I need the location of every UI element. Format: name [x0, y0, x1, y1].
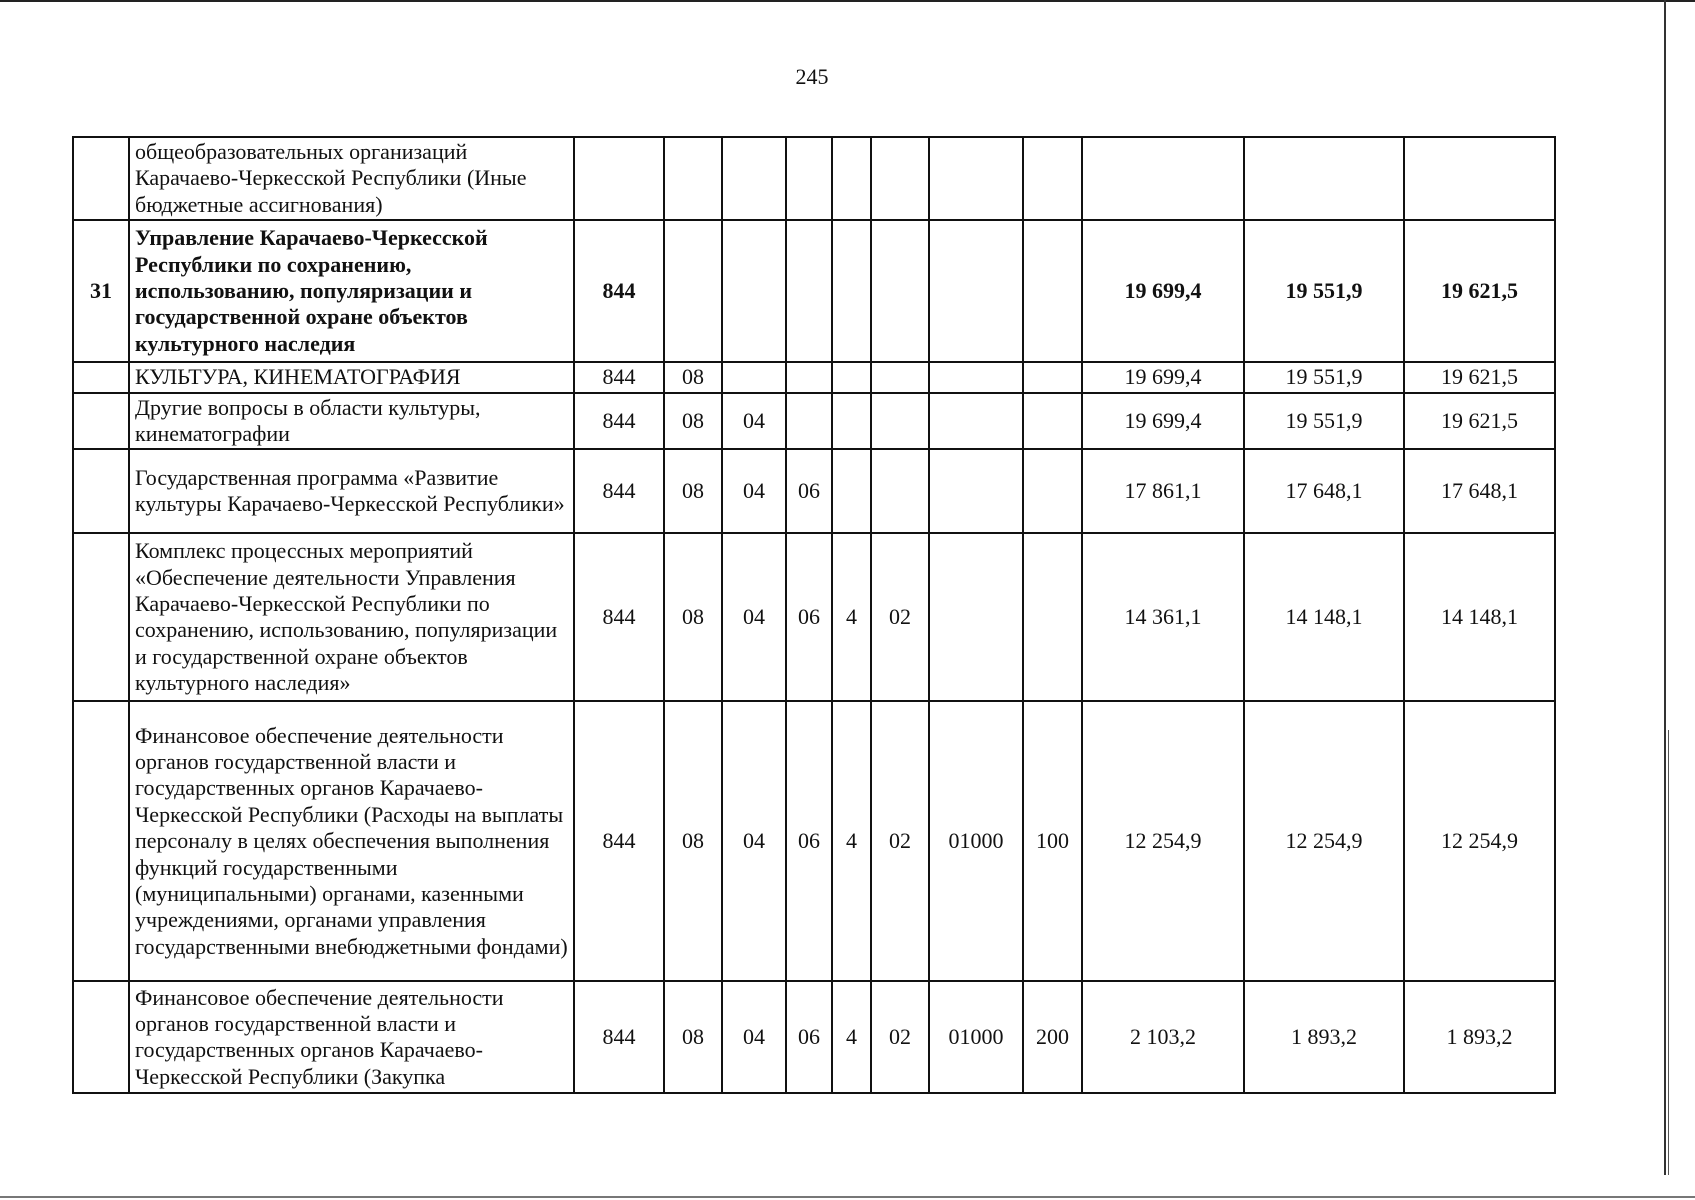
target-article-part4-cell: 01000 — [929, 981, 1023, 1093]
ministry-code-cell: 844 — [574, 981, 664, 1093]
section-code-cell: 08 — [664, 533, 722, 701]
table-row — [73, 701, 1555, 981]
scan-edge-right-inner — [1668, 730, 1669, 1175]
target-article-part1-cell: 06 — [786, 701, 832, 981]
expense-type-cell — [1023, 220, 1082, 362]
target-article-part2-cell — [832, 220, 871, 362]
subsection-code-cell — [722, 137, 786, 220]
target-article-part4-cell: 01000 — [929, 701, 1023, 981]
item-name-cell: Государственная программа «Развитие культуры Карачаево-Черкесской Республики» — [129, 449, 574, 533]
amount-year2-cell: 14 148,1 — [1244, 533, 1404, 701]
target-article-part1-cell: 06 — [786, 981, 832, 1093]
target-article-part1-cell — [786, 137, 832, 220]
ministry-code-cell: 844 — [574, 393, 664, 450]
ministry-code-cell: 844 — [574, 701, 664, 981]
row-number-cell — [73, 362, 129, 392]
row-number-cell — [73, 137, 129, 220]
target-article-part3-cell: 02 — [871, 701, 929, 981]
item-name-cell: Управление Карачаево-Черкесской Республики по сохранению, использованию, популяризации и государственной охране объектов культурного наследия — [129, 220, 574, 362]
amount-year2-cell — [1244, 137, 1404, 220]
target-article-part1-cell — [786, 220, 832, 362]
amount-year1-cell: 2 103,2 — [1082, 981, 1244, 1093]
subsection-code-cell — [722, 362, 786, 392]
target-article-part2-cell: 4 — [832, 533, 871, 701]
target-article-part3-cell: 02 — [871, 533, 929, 701]
item-name-cell: общеобразовательных организаций Карачаево-Черкесской Республики (Иные бюджетные ассигнования) — [129, 137, 574, 220]
subsection-code-cell: 04 — [722, 449, 786, 533]
amount-year3-cell: 19 621,5 — [1404, 362, 1555, 392]
target-article-part4-cell — [929, 533, 1023, 701]
amount-year2-cell: 19 551,9 — [1244, 220, 1404, 362]
amount-year3-cell: 19 621,5 — [1404, 393, 1555, 450]
subsection-code-cell: 04 — [722, 393, 786, 450]
amount-year3-cell: 17 648,1 — [1404, 449, 1555, 533]
amount-year2-cell: 1 893,2 — [1244, 981, 1404, 1093]
section-code-cell: 08 — [664, 981, 722, 1093]
amount-year1-cell — [1082, 137, 1244, 220]
target-article-part1-cell: 06 — [786, 449, 832, 533]
section-code-cell: 08 — [664, 701, 722, 981]
item-name-cell: Комплекс процессных мероприятий «Обеспечение деятельности Управления Карачаево-Черкесской Республики по сохранению, использованию, популяризации и государственной охране объектов культурного наследия» — [129, 533, 574, 701]
target-article-part1-cell — [786, 362, 832, 392]
section-code-cell — [664, 220, 722, 362]
target-article-part3-cell: 02 — [871, 981, 929, 1093]
target-article-part3-cell — [871, 137, 929, 220]
amount-year2-cell: 17 648,1 — [1244, 449, 1404, 533]
ministry-code-cell: 844 — [574, 533, 664, 701]
amount-year3-cell: 19 621,5 — [1404, 220, 1555, 362]
amount-year1-cell: 12 254,9 — [1082, 701, 1244, 981]
amount-year3-cell: 12 254,9 — [1404, 701, 1555, 981]
table-row — [73, 362, 1555, 392]
target-article-part2-cell — [832, 362, 871, 392]
target-article-part3-cell — [871, 449, 929, 533]
amount-year3-cell: 1 893,2 — [1404, 981, 1555, 1093]
subsection-code-cell: 04 — [722, 981, 786, 1093]
row-number-cell — [73, 533, 129, 701]
row-number-cell — [73, 449, 129, 533]
amount-year1-cell: 19 699,4 — [1082, 362, 1244, 392]
target-article-part1-cell: 06 — [786, 533, 832, 701]
row-number-cell — [73, 981, 129, 1093]
target-article-part3-cell — [871, 393, 929, 450]
amount-year2-cell: 19 551,9 — [1244, 362, 1404, 392]
amount-year2-cell: 12 254,9 — [1244, 701, 1404, 981]
target-article-part2-cell — [832, 137, 871, 220]
target-article-part1-cell — [786, 393, 832, 450]
row-number-cell — [73, 701, 129, 981]
amount-year1-cell: 19 699,4 — [1082, 393, 1244, 450]
target-article-part4-cell — [929, 449, 1023, 533]
expense-type-cell — [1023, 137, 1082, 220]
amount-year3-cell — [1404, 137, 1555, 220]
table-row — [73, 533, 1555, 701]
amount-year2-cell: 19 551,9 — [1244, 393, 1404, 450]
scan-edge-top — [0, 0, 1695, 2]
budget-table — [72, 136, 1556, 1094]
item-name-cell: Финансовое обеспечение деятельности органов государственной власти и государственных органов Карачаево-Черкесской Республики (Закупка — [129, 981, 574, 1093]
table-row — [73, 393, 1555, 450]
item-name-cell: КУЛЬТУРА, КИНЕМАТОГРАФИЯ — [129, 362, 574, 392]
ministry-code-cell: 844 — [574, 362, 664, 392]
table-row — [73, 137, 1555, 220]
amount-year1-cell: 17 861,1 — [1082, 449, 1244, 533]
expense-type-cell: 100 — [1023, 701, 1082, 981]
row-number-cell — [73, 393, 129, 450]
target-article-part2-cell — [832, 393, 871, 450]
expense-type-cell — [1023, 362, 1082, 392]
section-code-cell: 08 — [664, 362, 722, 392]
amount-year3-cell: 14 148,1 — [1404, 533, 1555, 701]
target-article-part2-cell: 4 — [832, 981, 871, 1093]
target-article-part4-cell — [929, 137, 1023, 220]
target-article-part3-cell — [871, 220, 929, 362]
target-article-part4-cell — [929, 393, 1023, 450]
item-name-cell: Финансовое обеспечение деятельности органов государственной власти и государственных органов Карачаево-Черкесской Республики (Расходы на выплаты персоналу в целях обеспечения выполнения функций государственными (муниципальными) органами, казенными учреждениями, органами управления государственными внебюджетными фондами) — [129, 701, 574, 981]
page-number: 245 — [795, 64, 829, 89]
ministry-code-cell — [574, 137, 664, 220]
target-article-part2-cell: 4 — [832, 701, 871, 981]
expense-type-cell: 200 — [1023, 981, 1082, 1093]
table-row — [73, 981, 1555, 1093]
amount-year1-cell: 19 699,4 — [1082, 220, 1244, 362]
target-article-part4-cell — [929, 362, 1023, 392]
ministry-code-cell: 844 — [574, 220, 664, 362]
table-row — [73, 449, 1555, 533]
subsection-code-cell: 04 — [722, 701, 786, 981]
row-number-cell: 31 — [73, 220, 129, 362]
subsection-code-cell — [722, 220, 786, 362]
ministry-code-cell: 844 — [574, 449, 664, 533]
expense-type-cell — [1023, 449, 1082, 533]
expense-type-cell — [1023, 533, 1082, 701]
scan-edge-right — [1664, 0, 1666, 1175]
scan-edge-bottom — [0, 1196, 1695, 1198]
subsection-code-cell: 04 — [722, 533, 786, 701]
target-article-part4-cell — [929, 220, 1023, 362]
amount-year1-cell: 14 361,1 — [1082, 533, 1244, 701]
target-article-part3-cell — [871, 362, 929, 392]
target-article-part2-cell — [832, 449, 871, 533]
section-code-cell: 08 — [664, 393, 722, 450]
section-code-cell: 08 — [664, 449, 722, 533]
table-row — [73, 220, 1555, 362]
section-code-cell — [664, 137, 722, 220]
expense-type-cell — [1023, 393, 1082, 450]
item-name-cell: Другие вопросы в области культуры, кинематографии — [129, 393, 574, 450]
